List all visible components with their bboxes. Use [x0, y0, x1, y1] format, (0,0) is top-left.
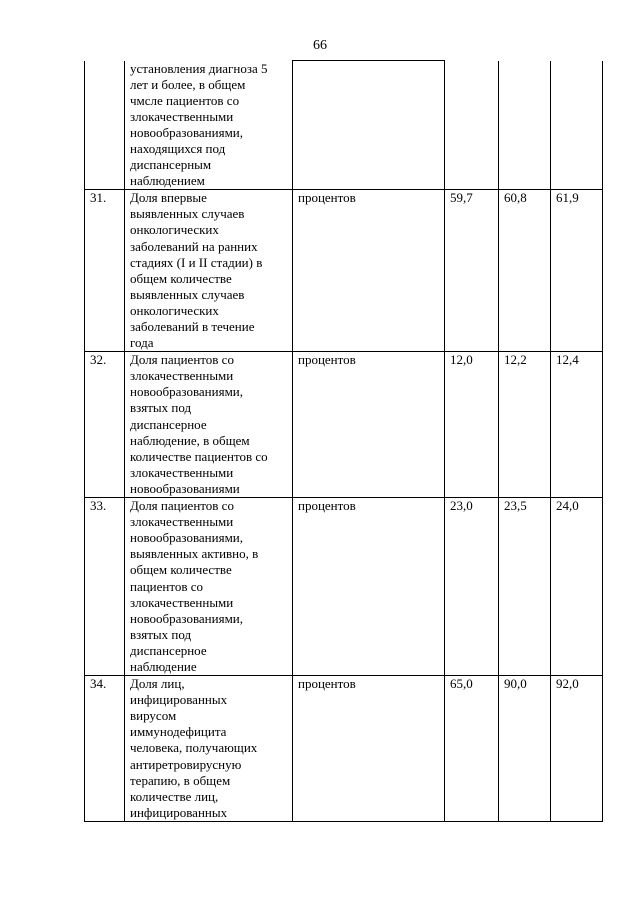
- indicator-name-line: количестве пациентов со: [130, 448, 268, 464]
- row-number-cell: 31.: [85, 190, 125, 352]
- indicator-name-line: злокачественными: [130, 368, 234, 384]
- indicator-name-line: человека, получающих: [130, 740, 258, 756]
- row-number-cell: 32.: [85, 352, 125, 498]
- value-cell-3: 24,0: [551, 498, 603, 676]
- indicator-name-line: находящихся под: [130, 140, 226, 156]
- indicator-name-line: терапию, в общем: [130, 772, 231, 788]
- value-cell-3: 12,4: [551, 352, 603, 498]
- indicator-name-line: диспансерное: [130, 416, 207, 432]
- indicator-name-line: общем количестве: [130, 270, 232, 286]
- indicator-name-line: наблюдением: [130, 173, 205, 189]
- value-cell-3: [551, 61, 603, 190]
- value-cell-2: 90,0: [499, 676, 551, 822]
- indicator-name-line: заболеваний в течение: [130, 319, 255, 334]
- indicator-name-line: онкологических: [130, 302, 219, 318]
- indicator-name-line: заболеваний на ранних: [130, 238, 258, 254]
- table-row: [85, 676, 603, 822]
- table-row: [85, 61, 603, 190]
- indicator-name-line: лет и более, в общем: [130, 76, 246, 92]
- indicator-name-cell: [125, 61, 293, 190]
- indicator-name-line: инфицированных: [130, 692, 228, 708]
- indicators-table: [84, 60, 603, 822]
- row-number-cell: 33.: [85, 498, 125, 676]
- indicator-name-cell: [125, 190, 293, 352]
- indicator-name-line: выявленных активно, в: [130, 546, 259, 562]
- indicator-name-line: взятых под: [130, 400, 192, 416]
- indicator-name-line: новообразованиями,: [130, 610, 244, 626]
- indicator-name-line: диспансерное: [130, 642, 207, 658]
- indicator-name-line: общем количестве: [130, 562, 232, 578]
- value-cell-1: 23,0: [445, 498, 499, 676]
- indicator-name-cell: [125, 498, 293, 676]
- table-row: [85, 352, 603, 498]
- unit-cell: процентов: [293, 498, 445, 676]
- value-cell-2: 23,5: [499, 498, 551, 676]
- indicator-name-line: выявленных случаев: [130, 206, 245, 222]
- indicator-name-line: злокачественными: [130, 108, 234, 124]
- indicator-name-line: стадиях (I и II стадии) в: [130, 254, 263, 270]
- row-number-cell: 34.: [85, 676, 125, 822]
- indicator-name-line: Доля лиц,: [130, 676, 185, 692]
- indicator-name-line: новообразованиями: [130, 480, 240, 496]
- table-row: [85, 498, 603, 676]
- indicator-name-line: онкологических: [130, 222, 219, 238]
- indicator-name-cell: [125, 676, 293, 822]
- indicators-table-body: [85, 61, 603, 822]
- indicator-name-line: антиретровирусную: [130, 756, 242, 772]
- value-cell-1: 12,0: [445, 352, 499, 498]
- indicator-name-line: иммунодефицита: [130, 724, 227, 740]
- indicator-name-line: новообразованиями,: [130, 530, 244, 546]
- indicator-name-line: злокачественными: [130, 514, 234, 530]
- indicator-name-cell: [125, 352, 293, 498]
- indicator-name-line: Доля пациентов со: [130, 498, 234, 514]
- row-number-cell: [85, 61, 125, 190]
- page-number: 66: [313, 38, 327, 53]
- table-row: [85, 190, 603, 352]
- unit-cell: процентов: [293, 190, 445, 352]
- value-cell-1: [445, 61, 499, 190]
- indicator-name-line: наблюдение: [130, 658, 197, 674]
- value-cell-2: 12,2: [499, 352, 551, 498]
- value-cell-2: 60,8: [499, 190, 551, 352]
- indicator-name-line: количестве лиц,: [130, 788, 219, 804]
- indicator-name-line: Доля впервые: [130, 190, 207, 206]
- indicator-name-line: наблюдение, в общем: [130, 432, 250, 448]
- indicator-name-line: выявленных случаев: [130, 286, 245, 302]
- unit-cell: процентов: [293, 676, 445, 822]
- value-cell-3: 61,9: [551, 190, 603, 352]
- indicator-name-line: установления диагноза 5: [130, 60, 268, 76]
- indicator-name-line: злокачественными: [130, 594, 234, 610]
- indicator-name-line: Доля пациентов со: [130, 352, 234, 368]
- indicator-name-line: вирусом: [130, 708, 177, 724]
- unit-cell: [293, 61, 445, 190]
- value-cell-1: 65,0: [445, 676, 499, 822]
- indicator-name-line: года: [130, 335, 154, 351]
- indicator-name-line: чмсле пациентов со: [130, 92, 240, 108]
- indicator-name-line: диспансерным: [130, 157, 212, 173]
- unit-cell: процентов: [293, 352, 445, 498]
- value-cell-3: 92,0: [551, 676, 603, 822]
- indicator-name-line: новообразованиями,: [130, 384, 244, 400]
- value-cell-2: [499, 61, 551, 190]
- indicator-name-line: инфицированных: [130, 804, 228, 820]
- indicator-name-line: взятых под: [130, 626, 192, 642]
- indicator-name-line: пациентов со: [130, 578, 204, 594]
- value-cell-1: 59,7: [445, 190, 499, 352]
- indicator-name-line: злокачественными: [130, 464, 234, 480]
- indicator-name-line: новообразованиями,: [130, 124, 244, 140]
